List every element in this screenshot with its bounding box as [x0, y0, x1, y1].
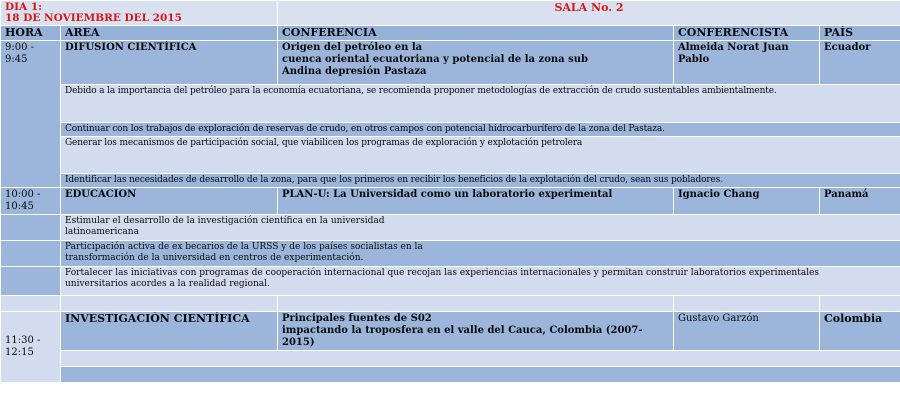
conclusion-text	[61, 267, 900, 296]
session-time-text: 11:30 - 12:15	[5, 335, 41, 358]
session-time: 10:00 - 10:45	[1, 188, 61, 215]
conclusion-text	[61, 241, 900, 267]
conference-line: Andina depresión Pastaza	[282, 66, 427, 77]
empty-cell	[61, 296, 278, 312]
conclusion-line: universitarios acordes a la realidad regional.	[65, 279, 270, 289]
conclusion-row	[1, 215, 900, 241]
conclusion-line: latinoamericana	[65, 227, 139, 237]
conference-line: Principales fuentes de S02	[282, 313, 432, 324]
session-conference: PLAN-U: La Universidad como un laboratorio experimental	[278, 188, 674, 215]
session-time	[1, 312, 61, 383]
room-title: SALA No. 2	[278, 1, 900, 26]
column-area: AREA	[61, 26, 278, 41]
empty-cell	[278, 296, 674, 312]
conference-line: cuenca oriental ecuatoriana y potencial de la zona sub	[282, 54, 588, 65]
time-spacer	[1, 241, 61, 267]
empty-cell	[820, 296, 900, 312]
conclusion-row	[1, 267, 900, 296]
empty-cell	[1, 296, 61, 312]
spacer-row	[1, 367, 900, 383]
conference-line: Origen del petróleo en la	[282, 42, 423, 53]
session-row	[1, 312, 900, 351]
conclusion-line: Fortalecer las iniciativas con programas de cooperación internacional que recojan las experiencias internacionales y permitan construir laboratorios experimentales	[65, 268, 820, 278]
spacer-row	[1, 351, 900, 367]
session-conference	[278, 41, 674, 85]
empty-cell	[61, 367, 900, 383]
session-country: Colombia	[820, 312, 900, 351]
conclusion-row	[1, 241, 900, 267]
conclusion-text: Debido a la importancia del petróleo para la economía ecuatoriana, se recomienda proponer metodologías de extracción de crudo sustentables ambientalmente.	[61, 85, 900, 123]
session-area: INVESTIGACIÓN CIENTÍFICA	[61, 312, 278, 351]
column-conferencia: CONFERENCIA	[278, 26, 674, 41]
date-label: 18 DE NOVIEMBRE DEL 2015	[5, 12, 182, 24]
session-area: EDUCACION	[61, 188, 278, 215]
session-area: DIFUSION CIENTÍFICA	[61, 41, 278, 85]
conclusion-line: Participación activa de ex becarios de la URSS y de los países socialistas en la	[65, 242, 423, 252]
conclusion-row	[1, 85, 900, 123]
session-row	[1, 41, 900, 85]
conclusion-row	[1, 174, 900, 188]
time-spacer	[1, 215, 61, 241]
session-time: 9:00 - 9:45	[1, 41, 61, 188]
column-hora: HORA	[1, 26, 61, 41]
conclusion-line: transformación de la universidad en centros de experimentación.	[65, 253, 364, 263]
day-label: DIA 1:	[5, 1, 43, 13]
session-speaker: Ignacio Chang	[674, 188, 820, 215]
empty-cell	[61, 351, 900, 367]
session-speaker: Gustavo Garzón	[674, 312, 820, 351]
conference-line: impactando la troposfera en el valle del Cauca, Colombia (2007-2015)	[282, 325, 643, 348]
spacer-row	[1, 296, 900, 312]
session-country: Panamá	[820, 188, 900, 215]
column-conferencista: CONFERENCISTA	[674, 26, 820, 41]
conclusion-text	[61, 215, 900, 241]
session-speaker: Almeida Norat Juan Pablo	[674, 41, 820, 85]
conclusion-row	[1, 123, 900, 137]
conclusion-text: Continuar con los trabajos de exploración de reservas de crudo, en otros campos con potencial hidrocarburífero de la zona del Pastaza.	[61, 123, 900, 137]
column-header-row	[1, 26, 900, 41]
session-country: Ecuador	[820, 41, 900, 85]
day-cell	[1, 1, 278, 26]
header-row	[1, 1, 900, 26]
conclusion-text: Generar los mecanismos de participación social, que viabilicen los programas de exploración y explotación petrolera	[61, 137, 900, 174]
conclusion-line: Estimular el desarrollo de la investigación científica en la universidad	[65, 216, 385, 226]
column-pais: PAÍS	[820, 26, 900, 41]
empty-cell	[674, 296, 820, 312]
time-spacer	[1, 267, 61, 296]
session-conference	[278, 312, 674, 351]
session-row	[1, 188, 900, 215]
conclusion-text: Identificar las necesidades de desarrollo de la zona, para que los primeros en recibir los beneficios de la explotación del crudo, sean sus pobladores.	[61, 174, 900, 188]
conclusion-row	[1, 137, 900, 174]
